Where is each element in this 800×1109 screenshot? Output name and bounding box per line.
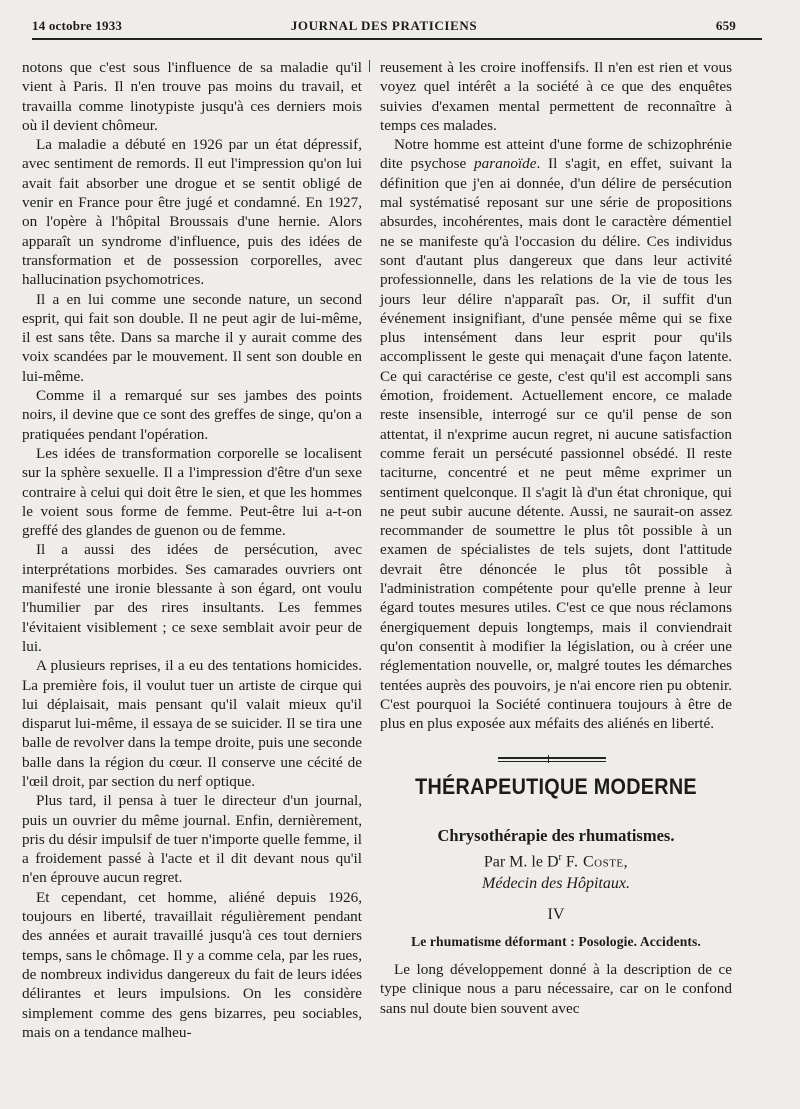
header-rule <box>32 38 762 40</box>
subheading: Le rhumatisme déformant : Posologie. Accidents. <box>411 934 701 949</box>
author-role: Médecin des Hôpitaux. <box>482 875 630 892</box>
author-prefix: Par M. le D <box>483 853 559 871</box>
paragraph: Les idées de transformation corporelle se localisent sur la sphère sexuelle. Il a l'impression d'être d'un sexe contraire à celui qui doit être le sien, et que les hommes le voient sous forme de femme. Peut-être lui a-t-on greffé des glandes de guenon ou de femme. <box>22 444 362 540</box>
header-date: 14 octobre 1933 <box>32 18 123 33</box>
right-column <box>380 58 732 733</box>
section-ornament <box>498 755 606 765</box>
page-number: 659 <box>715 18 736 33</box>
part-number: IV <box>547 906 565 923</box>
journal-title: JOURNAL DES PRATICIENS <box>290 18 478 33</box>
paragraph: notons que c'est sous l'influence de sa maladie qu'il vient à Paris. Il n'en trouve pas moins du travail, et travailla comme linotypiste jusqu'à ces derniers mois où il devient chômeur. <box>22 59 362 134</box>
paragraph: A plusieurs reprises, il a eu des tentations homicides. La première fois, il voulut tuer un artiste de cirque qui lui déplaisait, mais pensant qu'il valait mieux qu'il disparut lui-même, il essaya de se suicider. Il se tira une balle de revolver dans la tempe droite, puis une seconde balle dans la région du cœur. Il conserve une cécité de l'œil droit, par section du nerf optique. <box>22 657 362 790</box>
paragraph-text: . Il s'agit, en effet, suivant la définition que j'en ai donnée, d'un délire de persécution mal systématisé reposant sur une série de propositions absurdes, incohérentes, mais dont le caractère démentiel ne se manifeste qu'à l'occasion du délire. Ces individus sont d'autant plus dangereux que dans leur activité professionnelle, dans les relations de la vie de tous les jours leur délire n'apparaît pas. Or, il suffit d'un événement insignifiant, d'une pensée même qui se fixe plus intensément dans leur esprit pour qu'ils accomplissent le geste qui menaçait d'une façon latente. Ce qui caractérise ce geste, c'est qu'il est accompli sans émotion, froidement. Actuellement encore, ce malade reste insensible, interrogé sur ce qu'il pense de son attentat, il n'exprime aucun regret, ni aucune satisfaction comme ferait un persécuté passionnel obsédé. Il reste taciturne, concentré et ne peut même exprimer un sentiment quelconque. Il s'agit là d'un état chronique, qui ne peut subir aucune détente. Aussi, ne saurait-on assez recommander de soumettre le plus tôt possible à un examen de spécialistes de tels sujets, dont l'attitude devrait être dénoncée le plus tôt possible à l'administration compétente pour qu'elle prenne à leur égard toutes mesures utiles. C'est ce que nous réclamons énergiquement depuis longtemps, mais il conviendrait qu'on consentit à modifier la législation, ou à créer une réglementation nouvelle, or, malgré toutes les démarches tentées auprès des pouvoirs, je n'ai encore rien pu obtenir. C'est pourquoi la Société continuera toujours à être de plus en plus exposée aux méfaits des aliénés en liberté. <box>380 155 732 733</box>
paragraph: Et cependant, cet homme, aliéné depuis 1926, toujours en liberté, travaillait régulièrement pendant des années et aurait travaillé jusqu'à ces tout derniers temps, sans le chômage. Il y a comme cela, par les rues, de nombreux individus dangereux du fait de leurs idées délirantes et leurs impulsions. On les considère simplement comme des gens bizarres, peu sociables, mais on a tendance malheu- <box>22 888 362 1041</box>
paragraph: La maladie a débuté en 1926 par un état dépressif, avec sentiment de remords. Il eut l'impression qu'on lui avait fait absorber une drogue et se sentit obligé de venir en France pour être jugé et condamné. En 1927, on l'opère à l'hôpital Broussais d'une hernie. Alors apparaît un syndrome d'influence, puis des idées de transformation et de possession corporelles, avec hallucination psychomotrices. <box>22 136 362 289</box>
paragraph: Comme il a remarqué sur ses jambes des points noirs, il devine que ce sont des greffes de singe, qu'on a pratiquées pendant l'opération. <box>22 387 362 443</box>
author-name: F. Coste, <box>565 853 629 871</box>
running-header <box>32 12 736 36</box>
paragraph-text: Notre homme est atteint d'une forme de schizophrénie dite psychose <box>380 136 732 173</box>
article-title: Chrysothérapie des rhumatismes. <box>437 826 675 845</box>
left-column <box>22 58 362 1042</box>
paragraph: Plus tard, il pensa à tuer le directeur d'un journal, puis un ouvrier du même journal. Enfin, dernièrement, pris du désir impulsif de tuer n'importe quelle femme, il a froidement passé à l'acte et il dit devant nous qu'il n'en éprouve aucun regret. <box>22 792 362 887</box>
author-line <box>380 852 732 871</box>
paragraph: reusement à les croire inoffensifs. Il n'en est rien et vous voyez quel intérêt a la société à ce que des enquêtes suivies d'examen mental permettent de reconnaître à temps ces malades. <box>380 59 732 134</box>
paragraph <box>380 135 732 733</box>
article-body <box>380 960 732 1018</box>
emphasis-text: paranoïde <box>474 155 537 173</box>
section-title: THÉRAPEUTIQUE MODERNE <box>415 774 697 799</box>
paragraph: Il a en lui comme une seconde nature, un second esprit, qui fait son double. Il ne peut agir de lui-même, il est sans tête. Dans sa marche il y aurait comme des voix scandées par le mouvement. Il sent son double en lui-même. <box>22 290 362 385</box>
paragraph: Il a aussi des idées de persécution, avec interprétations morbides. Ses camarades ouvriers ont manifesté une ironie blessante à son égard, ont voulu l'humilier par des rires insultants. Les femmes l'évitaient visiblement ; ce sexe semblait avoir peur de lui. <box>22 541 362 655</box>
column-mark <box>369 60 370 72</box>
author-sup: r <box>558 852 562 863</box>
paragraph: Le long développement donné à la description de ce type clinique nous a paru nécessaire, car on le confond sans nul doute bien souvent avec <box>380 961 732 1017</box>
